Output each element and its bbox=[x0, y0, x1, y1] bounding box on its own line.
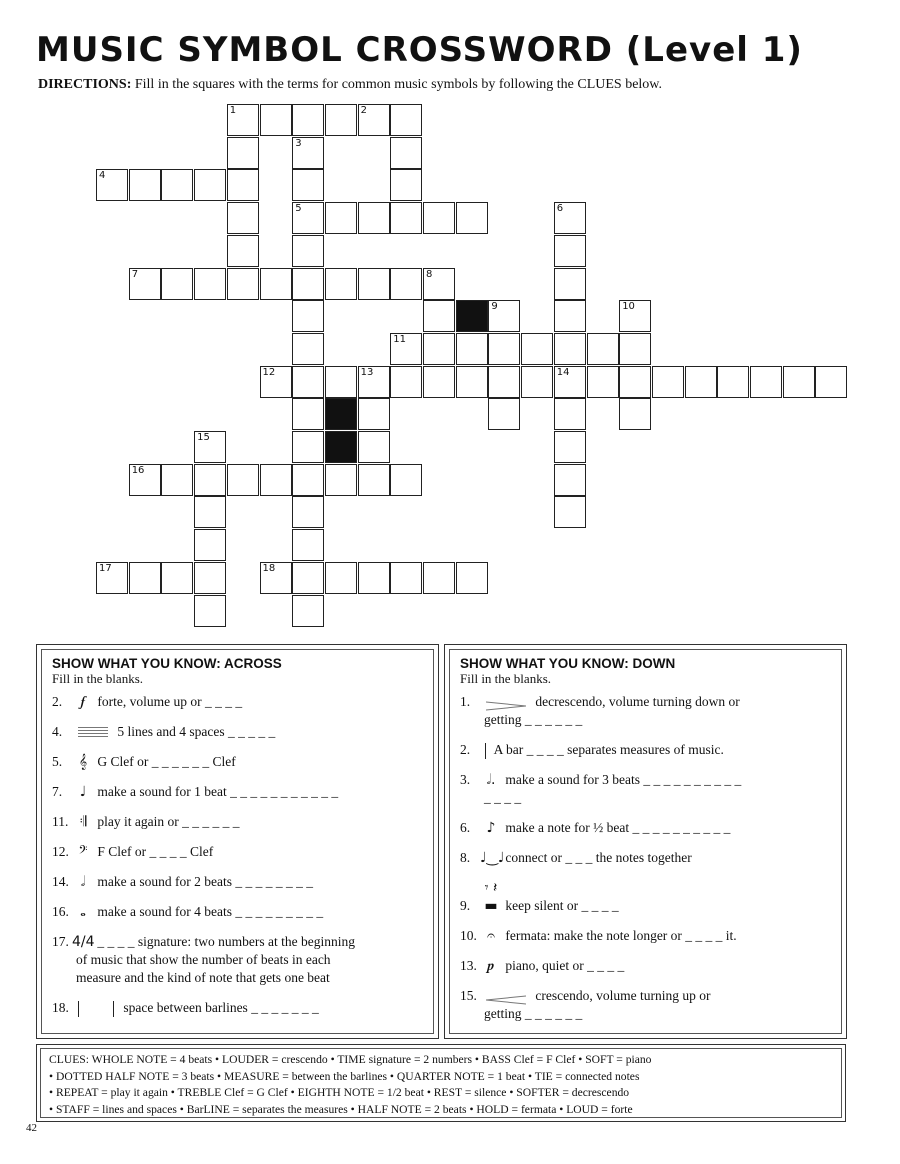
crossword-cell[interactable] bbox=[292, 562, 324, 594]
clue-number: 10. bbox=[460, 928, 477, 943]
clues-line: • STAFF = lines and spaces • BarLINE = separates the measures • HALF NOTE = 2 beats • HOLD = fermata • LOUD = forte bbox=[49, 1102, 633, 1116]
down-clue-list bbox=[460, 693, 831, 1023]
crossword-cell[interactable] bbox=[554, 496, 586, 528]
crossword-cell[interactable] bbox=[292, 235, 324, 267]
across-clue bbox=[52, 873, 423, 891]
across-clues-box bbox=[36, 644, 439, 1039]
clue-number: 2. bbox=[52, 694, 63, 709]
crossword-cell[interactable] bbox=[358, 202, 390, 234]
crossword-cell[interactable] bbox=[554, 333, 586, 365]
down-clue bbox=[460, 987, 831, 1023]
crossword-cell[interactable] bbox=[292, 333, 324, 365]
crescendo-icon bbox=[486, 992, 526, 1002]
crossword-cell[interactable] bbox=[358, 104, 390, 136]
clue-number: 16 bbox=[131, 464, 145, 476]
across-clue bbox=[52, 933, 423, 987]
across-clue bbox=[52, 723, 423, 741]
clue-number: 9 bbox=[491, 301, 498, 313]
clue-text: 5 lines and 4 spaces _ _ _ _ _ bbox=[114, 724, 276, 739]
across-clue bbox=[52, 813, 423, 831]
crossword-cell[interactable] bbox=[194, 595, 226, 627]
clue-number: 2 bbox=[360, 105, 367, 116]
clue-number: 5 bbox=[295, 203, 302, 215]
clues-line: • DOTTED HALF NOTE = 3 beats • MEASURE = between the barlines • QUARTER NOTE = 1 beat • TIE = connected notes bbox=[49, 1069, 640, 1083]
crossword-cell[interactable] bbox=[456, 202, 488, 234]
music-symbol-icon: 𝄇 bbox=[79, 814, 87, 830]
crossword-cell[interactable] bbox=[423, 300, 455, 332]
crossword-cell[interactable] bbox=[194, 268, 226, 300]
crossword-cell[interactable] bbox=[619, 366, 651, 398]
across-clue bbox=[52, 903, 423, 921]
clue-number: 10 bbox=[622, 301, 635, 313]
clue-text: play it again or _ _ _ _ _ _ bbox=[94, 814, 240, 829]
across-clue-list bbox=[52, 693, 423, 1017]
music-symbol-icon: ♪ bbox=[486, 820, 496, 836]
music-symbol-icon: ♩‿♩ bbox=[480, 850, 505, 866]
barline-icon bbox=[485, 743, 486, 759]
clue-text-continued: measure and the kind of note that gets one beat bbox=[76, 970, 330, 985]
clue-text: decrescendo, volume turning down or bbox=[532, 694, 740, 709]
crossword-cell[interactable] bbox=[390, 104, 422, 136]
crossword-block bbox=[325, 398, 357, 430]
crossword-cell[interactable] bbox=[227, 268, 259, 300]
crossword-cell[interactable] bbox=[292, 529, 324, 561]
crossword-cell[interactable] bbox=[292, 268, 324, 300]
crossword-cell[interactable] bbox=[129, 169, 161, 201]
crossword-cell[interactable] bbox=[554, 366, 586, 398]
music-symbol-icon: 𝅗𝅥 bbox=[80, 874, 86, 890]
clue-number: 18 bbox=[262, 562, 276, 574]
down-subheading: Fill in the blanks. bbox=[460, 671, 551, 686]
crossword-cell[interactable] bbox=[260, 104, 292, 136]
crossword-cell[interactable] bbox=[456, 333, 488, 365]
crossword-cell[interactable] bbox=[129, 464, 161, 496]
crossword-cell[interactable] bbox=[161, 464, 193, 496]
clue-text-continued: of music that show the number of beats in each bbox=[76, 952, 331, 967]
clue-text: make a sound for 3 beats _ _ _ _ _ _ _ _ _ _ bbox=[502, 772, 742, 787]
clue-number: 17. bbox=[52, 934, 69, 949]
crossword-cell[interactable] bbox=[194, 496, 226, 528]
crossword-cell[interactable] bbox=[554, 431, 586, 463]
clue-text: G Clef or _ _ _ _ _ _ Clef bbox=[94, 754, 236, 769]
across-clue bbox=[52, 843, 423, 861]
music-symbol-icon: 𝄐 bbox=[487, 928, 495, 944]
clue-text: crescendo, volume turning up or bbox=[532, 988, 711, 1003]
clue-number: 3. bbox=[460, 772, 471, 787]
crossword-cell[interactable] bbox=[652, 366, 684, 398]
crossword-cell[interactable] bbox=[129, 562, 161, 594]
crossword-cell[interactable] bbox=[260, 268, 292, 300]
crossword-cell[interactable] bbox=[227, 235, 259, 267]
crossword-cell[interactable] bbox=[390, 169, 422, 201]
crossword-cell[interactable] bbox=[390, 333, 422, 365]
clue-number: 9. bbox=[460, 898, 471, 913]
crossword-cell[interactable] bbox=[260, 366, 292, 398]
clue-text: fermata: make the note longer or _ _ _ _ it. bbox=[502, 928, 737, 943]
down-clue bbox=[460, 771, 831, 807]
clue-text: make a sound for 4 beats _ _ _ _ _ _ _ _ _ bbox=[94, 904, 324, 919]
clue-number: 8 bbox=[426, 268, 433, 280]
clue-text: _ _ _ _ signature: two numbers at the beginning bbox=[94, 934, 355, 949]
across-heading: SHOW WHAT YOU KNOW: ACROSS bbox=[52, 656, 282, 671]
crossword-cell[interactable] bbox=[554, 235, 586, 267]
crossword-cell[interactable] bbox=[554, 202, 586, 234]
clue-text: F Clef or _ _ _ _ Clef bbox=[94, 844, 214, 859]
clue-number: 16. bbox=[52, 904, 69, 919]
crossword-cell[interactable] bbox=[292, 595, 324, 627]
crossword-cell[interactable] bbox=[194, 431, 226, 463]
music-symbol-icon: 𝅝 bbox=[80, 904, 86, 920]
down-clue bbox=[460, 957, 831, 975]
crossword-cell[interactable] bbox=[292, 464, 324, 496]
clue-number: 6 bbox=[556, 203, 564, 215]
clue-number: 14. bbox=[52, 874, 69, 889]
crossword-cell[interactable] bbox=[358, 268, 390, 300]
clues-line: CLUES: WHOLE NOTE = 4 beats • LOUDER = crescendo • TIME signature = 2 numbers • BASS Clef = F Clef • SOFT = piano bbox=[49, 1053, 652, 1066]
clue-number: 12. bbox=[52, 844, 69, 859]
clue-text-continued: _ _ _ _ bbox=[484, 790, 522, 805]
crossword-cell[interactable] bbox=[488, 398, 520, 430]
crossword-cell[interactable] bbox=[292, 398, 324, 430]
crossword-cell[interactable] bbox=[194, 529, 226, 561]
crossword-cell[interactable] bbox=[325, 366, 357, 398]
clue-number: 8. bbox=[460, 850, 471, 865]
crossword-cell[interactable] bbox=[227, 202, 259, 234]
crossword-cell[interactable] bbox=[685, 366, 717, 398]
crossword-cell[interactable] bbox=[390, 562, 422, 594]
down-clue bbox=[460, 693, 831, 729]
clue-number: 7. bbox=[52, 784, 63, 799]
crossword-cell[interactable] bbox=[423, 562, 455, 594]
crossword-cell[interactable] bbox=[554, 268, 586, 300]
crossword-cell[interactable] bbox=[587, 366, 619, 398]
crossword-cell[interactable] bbox=[194, 464, 226, 496]
crossword-cell[interactable] bbox=[423, 366, 455, 398]
crossword-cell[interactable] bbox=[325, 464, 357, 496]
crossword-cell[interactable] bbox=[717, 366, 749, 398]
crossword-cell[interactable] bbox=[227, 104, 259, 136]
clue-number: 11 bbox=[393, 333, 407, 345]
crossword-cell[interactable] bbox=[161, 562, 193, 594]
crossword-cell[interactable] bbox=[292, 496, 324, 528]
crossword-cell[interactable] bbox=[96, 562, 128, 594]
music-symbol-icon: ♩ bbox=[79, 784, 87, 800]
crossword-cell[interactable] bbox=[292, 431, 324, 463]
crossword-cell[interactable] bbox=[292, 137, 324, 169]
clue-number: 4. bbox=[52, 724, 63, 739]
crossword-cell[interactable] bbox=[554, 464, 586, 496]
crossword-cell[interactable] bbox=[521, 366, 553, 398]
crossword-cell[interactable] bbox=[619, 333, 651, 365]
clue-number: 4 bbox=[99, 170, 106, 182]
crossword-cell[interactable] bbox=[815, 366, 847, 398]
clue-number: 1. bbox=[460, 694, 471, 709]
clue-number: 13 bbox=[360, 366, 374, 378]
crossword-cell[interactable] bbox=[325, 104, 357, 136]
music-symbol-icon: 4/4 bbox=[72, 934, 95, 950]
crossword-cell[interactable] bbox=[161, 268, 193, 300]
crossword-cell[interactable] bbox=[292, 366, 324, 398]
clue-text: connect or _ _ _ the notes together bbox=[502, 850, 692, 865]
directions-label: DIRECTIONS: bbox=[38, 77, 132, 92]
crossword-cell[interactable] bbox=[619, 300, 651, 332]
crossword-cell[interactable] bbox=[260, 464, 292, 496]
clue-text: make a sound for 1 beat _ _ _ _ _ _ _ _ _ _ _ bbox=[94, 784, 339, 799]
clue-number: 6. bbox=[460, 820, 471, 835]
page-number: 42 bbox=[26, 1122, 37, 1134]
crossword-cell[interactable] bbox=[358, 464, 390, 496]
down-clue bbox=[460, 741, 831, 759]
clue-number: 14 bbox=[556, 366, 570, 378]
clue-text: space between barlines _ _ _ _ _ _ _ bbox=[120, 1000, 319, 1015]
down-clue bbox=[460, 849, 831, 867]
crossword-cell[interactable] bbox=[358, 398, 390, 430]
clue-number: 11. bbox=[52, 814, 69, 829]
crossword-cell[interactable] bbox=[456, 366, 488, 398]
crossword-cell[interactable] bbox=[227, 464, 259, 496]
crossword-cell[interactable] bbox=[521, 333, 553, 365]
down-clue bbox=[460, 879, 831, 915]
crossword-cell[interactable] bbox=[325, 202, 357, 234]
crossword-cell[interactable] bbox=[292, 300, 324, 332]
crossword-cell[interactable] bbox=[161, 169, 193, 201]
across-clue bbox=[52, 693, 423, 711]
crossword-cell[interactable] bbox=[390, 202, 422, 234]
clue-number: 12 bbox=[262, 366, 276, 378]
crossword-block bbox=[325, 431, 357, 463]
across-clue bbox=[52, 783, 423, 801]
clues-answer-key bbox=[36, 1044, 846, 1122]
crossword-cell[interactable] bbox=[194, 169, 226, 201]
clue-number: 17 bbox=[99, 562, 112, 574]
clue-number: 2. bbox=[460, 742, 471, 757]
across-subheading: Fill in the blanks. bbox=[52, 671, 143, 686]
music-symbol-icon: 𝄞 bbox=[78, 754, 88, 770]
crossword-cell[interactable] bbox=[423, 268, 455, 300]
music-symbol-icon: 𝆑 bbox=[80, 694, 86, 710]
clue-number: 3 bbox=[295, 137, 302, 149]
crossword-cell[interactable] bbox=[292, 169, 324, 201]
crossword-cell[interactable] bbox=[292, 202, 324, 234]
clue-number: 15 bbox=[197, 432, 210, 443]
crossword-cell[interactable] bbox=[554, 300, 586, 332]
clue-number: 15. bbox=[460, 988, 477, 1003]
across-clue bbox=[52, 753, 423, 771]
crossword-cell[interactable] bbox=[488, 366, 520, 398]
clues-line: • REPEAT = play it again • TREBLE Clef = G Clef • EIGHTH NOTE = 1/2 beat • REST = silence • SOFTER = decrescendo bbox=[49, 1086, 630, 1099]
crossword-cell[interactable] bbox=[194, 562, 226, 594]
clue-text-continued: getting _ _ _ _ _ _ bbox=[484, 712, 583, 727]
staff-icon bbox=[78, 727, 108, 739]
crossword-cell[interactable] bbox=[587, 333, 619, 365]
crossword-cell[interactable] bbox=[390, 137, 422, 169]
directions-text: Fill in the squares with the terms for common music symbols by following the CLUES below. bbox=[131, 77, 663, 92]
crossword-cell[interactable] bbox=[390, 366, 422, 398]
down-clue bbox=[460, 819, 831, 837]
crossword-cell[interactable] bbox=[358, 366, 390, 398]
crossword-cell[interactable] bbox=[619, 398, 651, 430]
clue-text: keep silent or _ _ _ _ bbox=[502, 898, 619, 913]
crossword-block bbox=[456, 300, 488, 332]
crossword-cell[interactable] bbox=[423, 202, 455, 234]
clue-text: forte, volume up or _ _ _ _ bbox=[94, 694, 243, 709]
crossword-cell[interactable] bbox=[227, 169, 259, 201]
crossword-cell[interactable] bbox=[456, 562, 488, 594]
crossword-cell[interactable] bbox=[325, 562, 357, 594]
decrescendo-icon bbox=[486, 698, 526, 708]
clue-text: make a sound for 2 beats _ _ _ _ _ _ _ _ bbox=[94, 874, 313, 889]
crossword-cell[interactable] bbox=[129, 268, 161, 300]
crossword-cell[interactable] bbox=[227, 137, 259, 169]
clue-text-continued: getting _ _ _ _ _ _ bbox=[484, 1006, 583, 1021]
clue-number: 18. bbox=[52, 1000, 69, 1015]
measure-icon bbox=[78, 1001, 114, 1017]
clue-text: make a note for ½ beat _ _ _ _ _ _ _ _ _ _ bbox=[502, 820, 731, 835]
clue-text: A bar _ _ _ _ separates measures of music. bbox=[491, 742, 724, 757]
down-clue bbox=[460, 927, 831, 945]
down-heading: SHOW WHAT YOU KNOW: DOWN bbox=[460, 656, 676, 671]
clue-number: 1 bbox=[229, 105, 237, 116]
music-symbol-icon: 𝄾 𝄽 ▬ bbox=[484, 880, 498, 914]
crossword-cell[interactable] bbox=[358, 431, 390, 463]
clue-number: 7 bbox=[131, 268, 139, 280]
crossword-cell[interactable] bbox=[488, 333, 520, 365]
crossword-cell[interactable] bbox=[488, 300, 520, 332]
music-symbol-icon: 𝆏 bbox=[487, 958, 495, 974]
crossword-cell[interactable] bbox=[325, 268, 357, 300]
clue-number: 13. bbox=[460, 958, 477, 973]
music-symbol-icon: 𝅗𝅥. bbox=[486, 772, 496, 788]
music-symbol-icon: 𝄢 bbox=[78, 844, 88, 860]
crossword-cell[interactable] bbox=[783, 366, 815, 398]
crossword-cell[interactable] bbox=[554, 398, 586, 430]
across-clue bbox=[52, 999, 423, 1017]
crossword-cell[interactable] bbox=[260, 562, 292, 594]
directions bbox=[38, 77, 662, 93]
crossword-cell[interactable] bbox=[390, 464, 422, 496]
crossword-cell[interactable] bbox=[358, 562, 390, 594]
down-clues-box bbox=[444, 644, 847, 1039]
page-title: MUSIC SYMBOL CROSSWORD (Level 1) bbox=[36, 30, 803, 70]
crossword-cell[interactable] bbox=[750, 366, 782, 398]
clue-number: 5. bbox=[52, 754, 63, 769]
crossword-cell[interactable] bbox=[292, 104, 324, 136]
clue-text: piano, quiet or _ _ _ _ bbox=[502, 958, 625, 973]
crossword-cell[interactable] bbox=[96, 169, 128, 201]
crossword-cell[interactable] bbox=[390, 268, 422, 300]
crossword-cell[interactable] bbox=[423, 333, 455, 365]
